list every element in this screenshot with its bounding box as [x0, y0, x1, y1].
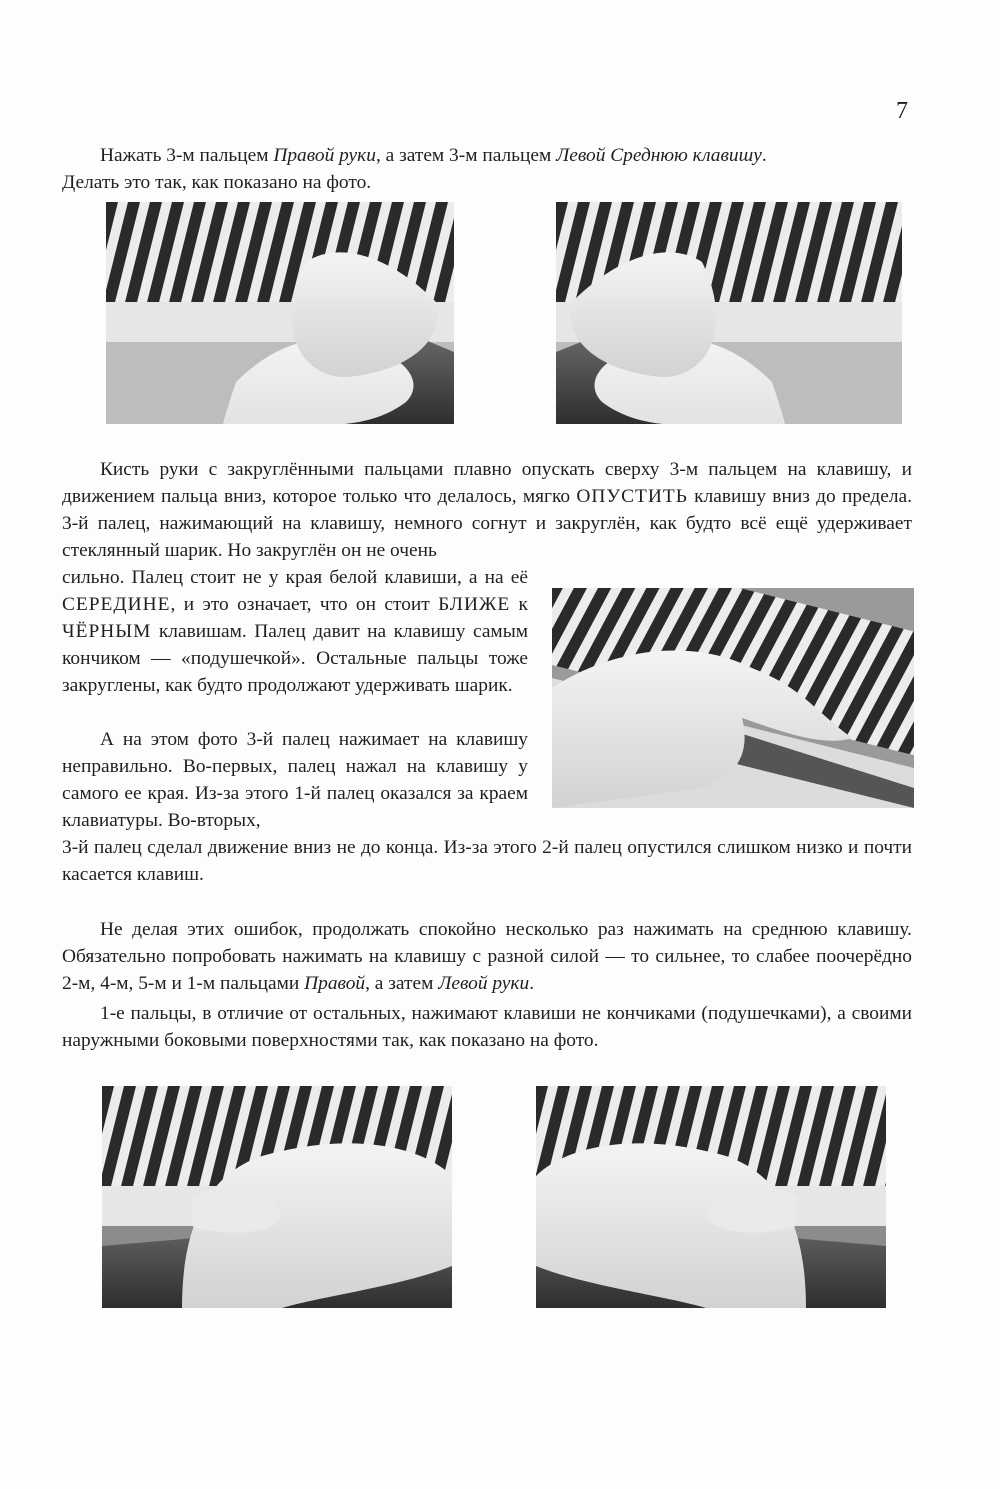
paragraph-thumbs: 1-е пальцы, в отличие от остальных, нажимают клавиши не кончиками (подушечками), а своими наружными боковыми поверхностями так, как показано на фото.	[62, 1003, 912, 1051]
photo-left-hand-third-finger	[556, 202, 902, 424]
paragraph-incorrect-example: А на этом фото 3-й палец нажимает на клавишу неправильно. Во-первых, палец нажал на клавишу у самого ее края. Из-за этого 1-й палец оказался за краем клавиатуры. Во-вторых,	[62, 729, 528, 831]
photo-incorrect-finger-position	[552, 588, 914, 808]
paragraph-technique: Кисть руки с закруглёнными пальцами плавно опускать сверху 3-м пальцем на клавишу, и движением пальца вниз, которое только что делалось, мягко ОПУСТИТЬ клавишу вниз до предела. 3-й палец, нажимающий на клавишу, немного согнут и закруглён, как будто всё ещё удерживает стеклянный шарик. Но закруглён он не очень	[62, 459, 912, 561]
paragraph-finger-position: сильно. Палец стоит не у края белой клавиши, а на её СЕРЕДИНЕ, и это означает, что он стоит БЛИЖЕ к ЧЁРНЫМ клавишам. Палец давит на клавишу самым кончиком — «подушечкой». Остальные пальцы тоже закруглены, как будто продолжают удерживать шарик.	[62, 567, 528, 696]
paragraph-incorrect-example-cont: 3-й палец сделал движение вниз не до конца. Из-за этого 2-й палец опустился слишком низко и почти касается клавиш.	[62, 837, 912, 885]
paragraph-practice: Не делая этих ошибок, продолжать спокойно несколько раз нажимать на среднюю клавишу. Обязательно попробовать нажимать на клавишу с разной силой — то сильнее, то слабее поочерёдно 2-м, 4-м, 5-м и 1-м пальцами Правой, а затем Левой руки.	[62, 919, 912, 994]
photo-right-thumb	[102, 1086, 452, 1308]
photo-right-hand-third-finger	[106, 202, 454, 424]
paragraph-intro: Нажать 3-м пальцем Правой руки, а затем 3-м пальцем Левой Среднюю клавишу. Делать это так, как показано на фото.	[62, 145, 767, 193]
photo-left-thumb	[536, 1086, 886, 1308]
page-number: 7	[896, 98, 908, 124]
